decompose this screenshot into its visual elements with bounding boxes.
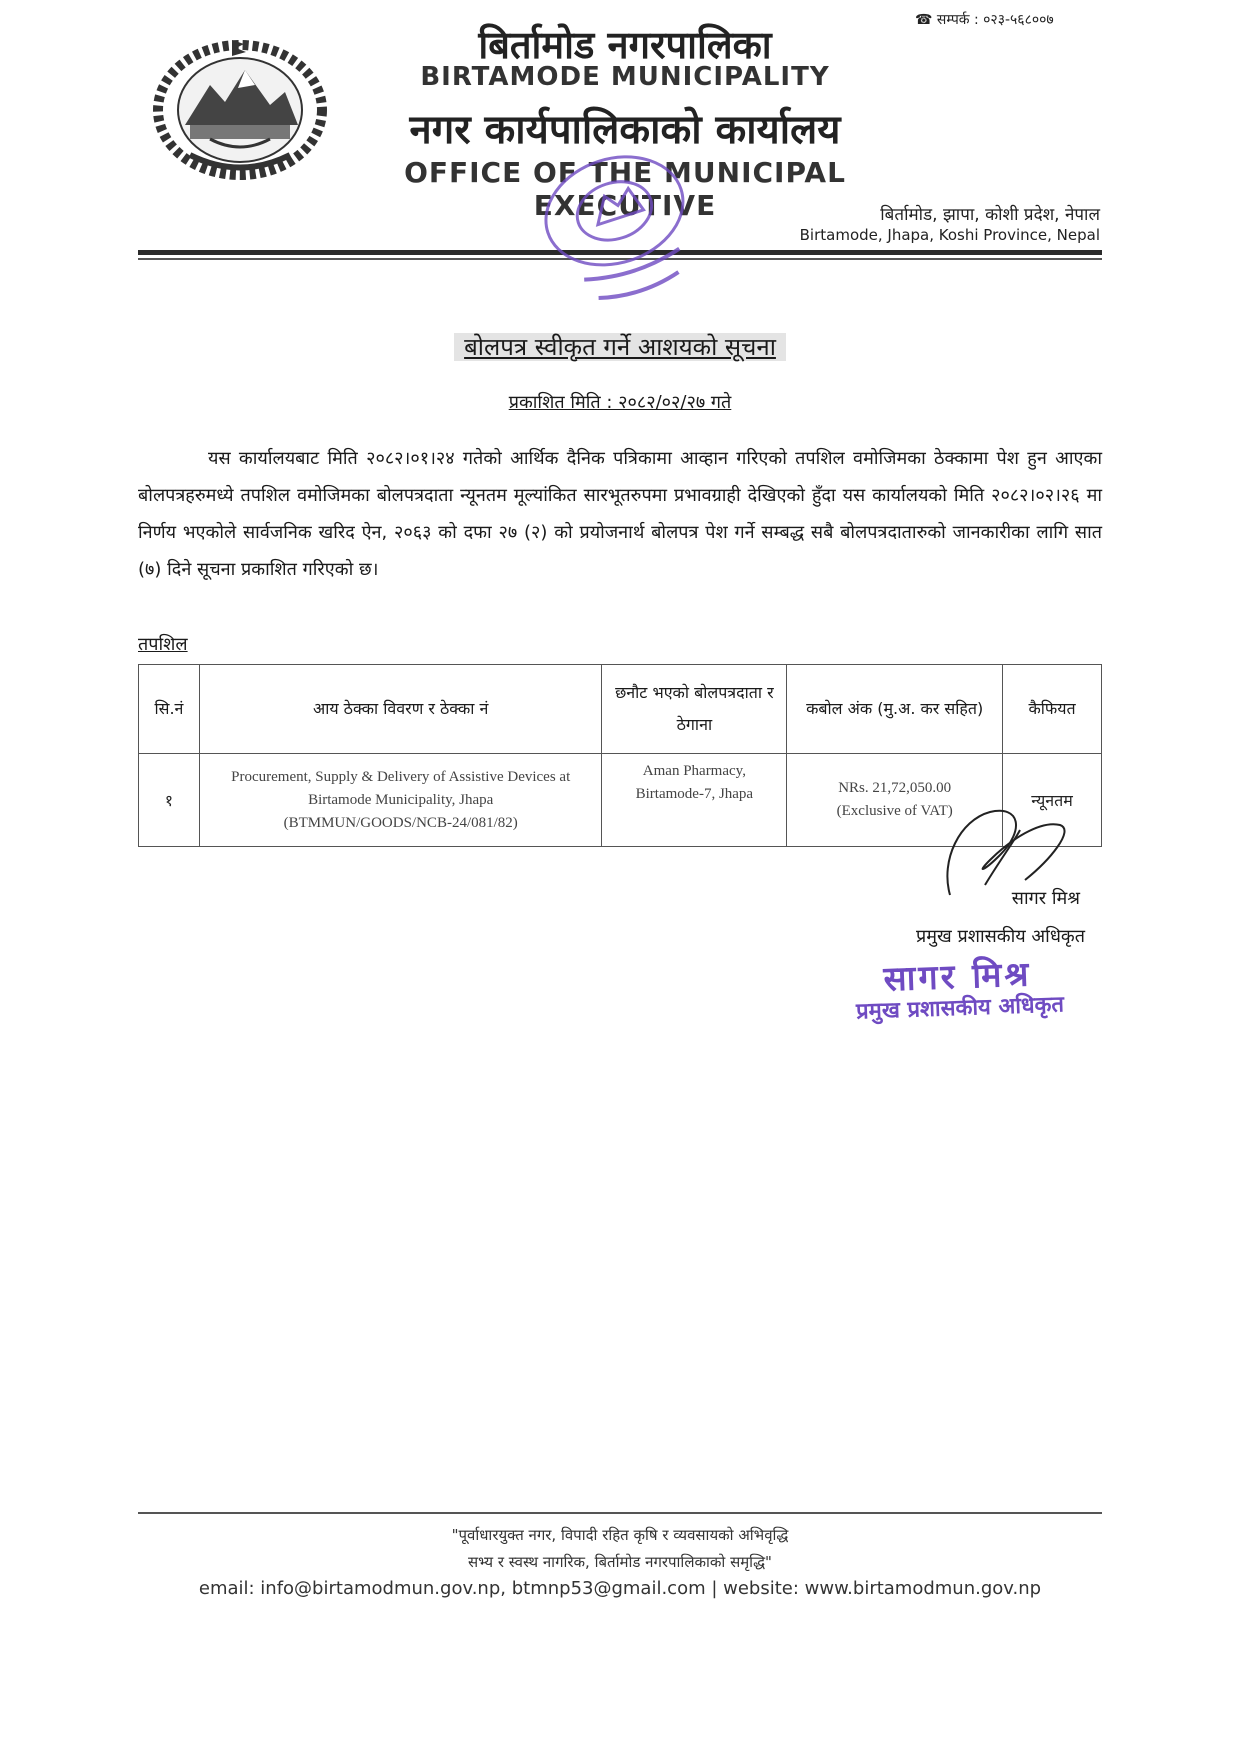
signatory-name: सागर मिश्र bbox=[1011, 888, 1080, 909]
address-english: Birtamode, Jhapa, Koshi Province, Nepal bbox=[799, 226, 1100, 244]
schedule-label: तपशिल bbox=[138, 634, 188, 655]
slogan-line-2: सभ्य र स्वस्थ नागरिक, बिर्तामोड नगरपालिकाको समृद्धि" bbox=[468, 1553, 772, 1571]
cell-sn: १ bbox=[139, 754, 200, 847]
address-nepali: बिर्तामोड, झापा, कोशी प्रदेश, नेपाल bbox=[880, 205, 1100, 225]
notice-title: बोलपत्र स्वीकृत गर्ने आशयको सूचना bbox=[360, 330, 880, 363]
cell-description: Procurement, Supply & Delivery of Assistive Devices at Birtamode Municipality, Jhapa (BTMMUN/GOODS/NCB-24/081/82) bbox=[199, 754, 602, 847]
name-stamp: सागर मिश्र bbox=[882, 954, 1033, 1000]
signatory-title: प्रमुख प्रशासकीय अधिकृत bbox=[916, 926, 1085, 947]
cell-remarks: न्यूनतम bbox=[1003, 754, 1102, 847]
col-header-description: आय ठेक्का विवरण र ठेक्का नं bbox=[199, 665, 602, 754]
col-header-bidder: छनौट भएको बोलपत्रदाता र ठेगाना bbox=[602, 665, 787, 754]
office-seal-stamp bbox=[530, 148, 710, 308]
col-header-amount: कबोल अंक (मु.अ. कर सहित) bbox=[787, 665, 1003, 754]
published-date: प्रकाशित मिति : २०८२/०२/२७ गते bbox=[508, 392, 732, 413]
col-header-remarks: कैफियत bbox=[1003, 665, 1102, 754]
phone-number: ☎ सम्पर्क : ०२३-५६८००७ bbox=[915, 12, 1054, 28]
cell-bidder: Aman Pharmacy, Birtamode-7, Jhapa bbox=[602, 754, 787, 847]
contact-info: email: info@birtamodmun.gov.np, btmnp53@gmail.com | website: www.birtamodmun.gov.np bbox=[198, 1578, 1042, 1599]
municipality-name-nepali: बिर्तामोड नगरपालिका bbox=[478, 23, 772, 67]
notice-body bbox=[138, 440, 1102, 588]
title-stamp: प्रमुख प्रशासकीय अधिकृत bbox=[855, 992, 1065, 1025]
col-header-sn: सि.नं bbox=[139, 665, 200, 754]
municipality-name-english: BIRTAMODE MUNICIPALITY bbox=[420, 62, 830, 92]
notice-body-text: यस कार्यालयबाट मिति २०८२।०१।२४ गतेको आर्थिक दैनिक पत्रिकामा आव्हान गरिएको तपशिल वमोजिमका ठेक्कामा पेश हुन आएका बोलपत्रहरुमध्ये तपशिल वमोजिमका बोलपत्रदाता न्यूनतम मूल्यांकित सारभूतरुपमा प्रभावग्राही देखिएको हुँदा यस कार्यालयको मिति २०८२।०२।२६ मा निर्णय भएकोले सार्वजनिक खरिद ऐन, २०६३ को दफा २७ (२) को प्रयोजनार्थ बोलपत्र पेश गर्ने सम्बद्ध सबै बोलपत्रदातारुको जानकारीका लागि सात (७) दिने सूचना प्रकाशित गरिएको छ। bbox=[138, 448, 1102, 580]
cell-amount: NRs. 21,72,050.00 (Exclusive of VAT) bbox=[787, 754, 1003, 847]
table-header-row bbox=[139, 665, 1102, 754]
slogan-line-1: "पूर्वाधारयुक्त नगर, विपादी रहित कृषि र व्यवसायको अभिवृद्धि bbox=[451, 1526, 789, 1544]
office-name-nepali: नगर कार्यपालिकाको कार्यालय bbox=[409, 107, 841, 153]
footer-divider bbox=[138, 1512, 1102, 1514]
office-name-english: OFFICE OF THE MUNICIPAL EXECUTIVE bbox=[404, 156, 846, 222]
nepal-government-emblem bbox=[150, 30, 330, 180]
